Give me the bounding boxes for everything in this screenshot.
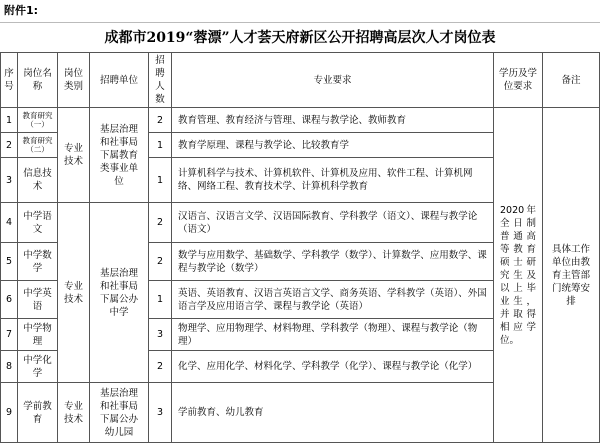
unit-group-c: 基层治理和社事局下属公办幼儿园 bbox=[90, 383, 149, 443]
unit-group-b: 基层治理和社事局下属公办中学 bbox=[90, 203, 149, 383]
row-major: 英语、英语教育、汉语言英语言文学、商务英语、学科教学（英语）、外国语言学及应用语言学、课程与教学论（英语） bbox=[172, 281, 494, 319]
row-count: 1 bbox=[149, 158, 172, 203]
header-seq: 序号 bbox=[1, 53, 18, 108]
header-post-type: 岗位类别 bbox=[58, 53, 90, 108]
header-edu: 学历及学位要求 bbox=[494, 53, 543, 108]
row-major: 计算机科学与技术、计算机软件、计算机及应用、软件工程、计算机网络、网络工程、教育技术学、计算机科学教育 bbox=[172, 158, 494, 203]
row-post-name: 中学英语 bbox=[18, 281, 58, 319]
row-post-name: 信息技术 bbox=[18, 158, 58, 203]
row-seq: 9 bbox=[1, 383, 18, 443]
row-count: 2 bbox=[149, 108, 172, 133]
edu-requirement: 2020年全日制普通高等教育硕士研究生及以上毕业生，并取得相应学位。 bbox=[494, 108, 543, 443]
row-count: 1 bbox=[149, 281, 172, 319]
row-post-name: 学前教育 bbox=[18, 383, 58, 443]
row-count: 2 bbox=[149, 203, 172, 243]
row-seq: 2 bbox=[1, 133, 18, 158]
row-seq: 3 bbox=[1, 158, 18, 203]
row-major: 教育学原理、课程与教学论、比较教育学 bbox=[172, 133, 494, 158]
attachment-label: 附件1: bbox=[4, 4, 39, 17]
row-seq: 6 bbox=[1, 281, 18, 319]
row-post-name: 中学语文 bbox=[18, 203, 58, 243]
recruitment-table bbox=[0, 52, 600, 443]
header-row bbox=[1, 53, 600, 108]
post-type-group-c: 专业技术 bbox=[58, 383, 90, 443]
row-post-name: 中学数学 bbox=[18, 243, 58, 281]
row-major: 学前教育、幼儿教育 bbox=[172, 383, 494, 443]
remark-text: 具体工作单位由教育主管部门统筹安排 bbox=[543, 108, 600, 443]
top-divider bbox=[0, 22, 600, 23]
row-count: 3 bbox=[149, 319, 172, 351]
row-count: 2 bbox=[149, 351, 172, 383]
table-row bbox=[1, 108, 600, 133]
row-post-name: 中学物理 bbox=[18, 319, 58, 351]
header-major: 专业要求 bbox=[172, 53, 494, 108]
row-major: 化学、应用化学、材料化学、学科教学（化学）、课程与教学论（化学） bbox=[172, 351, 494, 383]
row-seq: 1 bbox=[1, 108, 18, 133]
unit-group-a: 基层治理和社事局下属教育类事业单位 bbox=[90, 108, 149, 203]
post-type-group-a: 专业技术 bbox=[58, 108, 90, 203]
row-major: 数学与应用数学、基础数学、学科教学（数学）、计算数学、应用数学、课程与教学论（数学） bbox=[172, 243, 494, 281]
row-major: 教育管理、教育经济与管理、课程与教学论、教师教育 bbox=[172, 108, 494, 133]
row-seq: 7 bbox=[1, 319, 18, 351]
post-type-group-b: 专业技术 bbox=[58, 203, 90, 383]
row-count: 3 bbox=[149, 383, 172, 443]
row-post-name: 教育研究（一） bbox=[18, 108, 58, 133]
header-post-name: 岗位名称 bbox=[18, 53, 58, 108]
header-count: 招聘人数 bbox=[149, 53, 172, 108]
header-remark: 备注 bbox=[543, 53, 600, 108]
row-seq: 8 bbox=[1, 351, 18, 383]
row-major: 汉语言、汉语言文学、汉语国际教育、学科教学（语文）、课程与教学论（语文） bbox=[172, 203, 494, 243]
row-count: 1 bbox=[149, 133, 172, 158]
page-title: 成都市2019“蓉漂”人才荟天府新区公开招聘高层次人才岗位表 bbox=[104, 30, 496, 46]
header-unit: 招聘单位 bbox=[90, 53, 149, 108]
row-major: 物理学、应用物理学、材料物理、学科教学（物理）、课程与教学论（物理） bbox=[172, 319, 494, 351]
row-post-name: 教育研究（二） bbox=[18, 133, 58, 158]
row-post-name: 中学化学 bbox=[18, 351, 58, 383]
row-seq: 5 bbox=[1, 243, 18, 281]
row-count: 2 bbox=[149, 243, 172, 281]
row-seq: 4 bbox=[1, 203, 18, 243]
